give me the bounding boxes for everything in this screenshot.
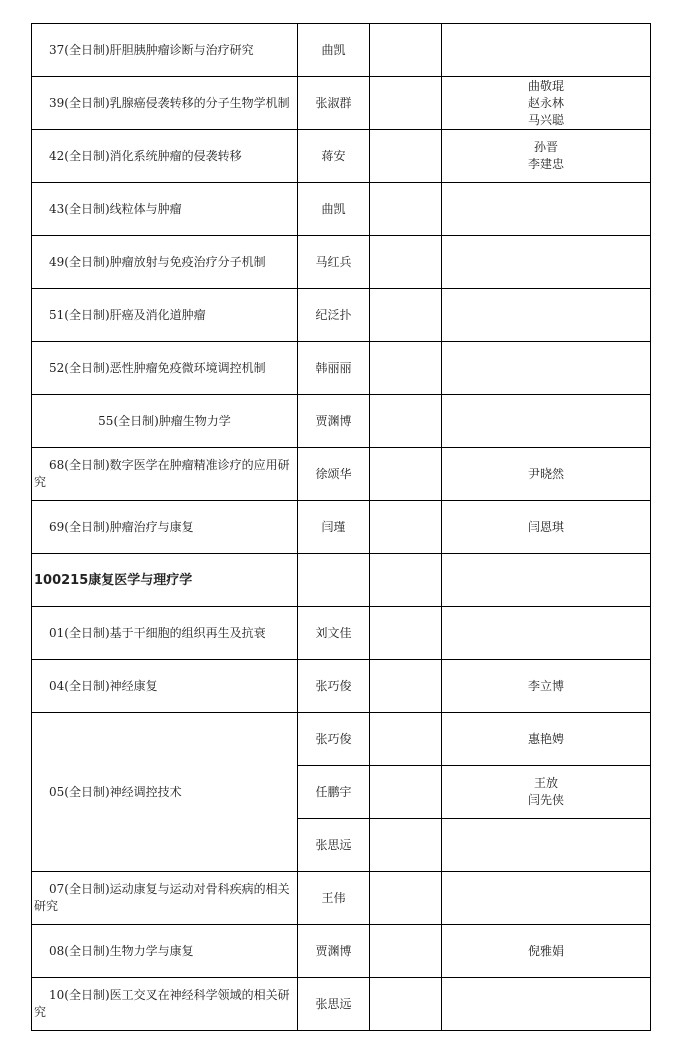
empty-cell	[370, 77, 442, 130]
co-supervisor-cell	[442, 660, 651, 713]
table-row	[32, 660, 651, 713]
supervisor-cell: 刘文佳	[298, 607, 370, 660]
table-row	[32, 607, 651, 660]
direction-cell: 69(全日制)肿瘤治疗与康复	[32, 501, 298, 554]
empty-cell	[370, 872, 442, 925]
co-supervisor-name: 孙晋	[533, 140, 558, 154]
empty-cell	[370, 342, 442, 395]
supervisor-cell: 徐颂华	[298, 448, 370, 501]
empty-cell	[370, 713, 442, 766]
table-row	[32, 342, 651, 395]
table-row	[32, 289, 651, 342]
table-row	[32, 395, 651, 448]
empty-cell	[298, 554, 370, 607]
co-supervisor-cell	[442, 766, 651, 819]
co-supervisor-name: 马兴聪	[527, 112, 564, 127]
supervisor-table	[31, 23, 651, 1031]
direction-cell: 05(全日制)神经调控技术	[32, 713, 298, 872]
empty-cell	[442, 554, 651, 607]
table-row	[32, 872, 651, 925]
co-supervisor-cell	[442, 978, 651, 1031]
supervisor-cell: 贾渊博	[298, 395, 370, 448]
co-supervisor-name: 李建忠	[527, 157, 564, 171]
supervisor-cell: 韩丽丽	[298, 342, 370, 395]
empty-cell	[370, 448, 442, 501]
co-supervisor-cell	[442, 448, 651, 501]
supervisor-cell: 贾渊博	[298, 925, 370, 978]
supervisor-cell: 张淑群	[298, 77, 370, 130]
empty-cell	[370, 925, 442, 978]
table-row	[32, 501, 651, 554]
direction-cell: 55(全日制)肿瘤生物力学	[32, 395, 298, 448]
co-supervisor-name: 尹晓然	[527, 466, 564, 481]
supervisor-cell: 蒋安	[298, 130, 370, 183]
table-row	[32, 130, 651, 183]
co-supervisor-name: 曲敬琨	[527, 78, 564, 93]
empty-cell	[370, 607, 442, 660]
table-row	[32, 183, 651, 236]
co-supervisor-name: 李立博	[527, 678, 564, 693]
supervisor-cell: 曲凯	[298, 183, 370, 236]
co-supervisor-cell	[442, 183, 651, 236]
empty-cell	[370, 819, 442, 872]
supervisor-cell: 王伟	[298, 872, 370, 925]
direction-cell: 01(全日制)基于干细胞的组织再生及抗衰	[32, 607, 298, 660]
co-supervisor-cell	[442, 607, 651, 660]
empty-cell	[370, 501, 442, 554]
co-supervisor-name: 赵永林	[527, 95, 564, 110]
co-supervisor-cell	[442, 872, 651, 925]
table-row	[32, 713, 651, 766]
direction-cell: 37(全日制)肝胆胰肿瘤诊断与治疗研究	[32, 24, 298, 77]
supervisor-cell: 张巧俊	[298, 713, 370, 766]
supervisor-cell: 纪泛扑	[298, 289, 370, 342]
empty-cell	[370, 24, 442, 77]
section-row	[32, 554, 651, 607]
co-supervisor-cell	[442, 713, 651, 766]
co-supervisor-cell	[442, 77, 651, 130]
empty-cell	[370, 236, 442, 289]
empty-cell	[370, 978, 442, 1031]
co-supervisor-name: 惠艳娉	[527, 731, 564, 746]
table-row	[32, 77, 651, 130]
empty-cell	[370, 289, 442, 342]
direction-cell: 42(全日制)消化系统肿瘤的侵袭转移	[32, 130, 298, 183]
co-supervisor-cell	[442, 501, 651, 554]
supervisor-cell: 马红兵	[298, 236, 370, 289]
co-supervisor-name: 倪雅娟	[527, 943, 564, 958]
direction-cell: 10(全日制)医工交叉在神经科学领域的相关研究	[32, 978, 298, 1031]
supervisor-cell: 张思远	[298, 819, 370, 872]
co-supervisor-cell	[442, 925, 651, 978]
supervisor-cell: 张思远	[298, 978, 370, 1031]
table-row	[32, 448, 651, 501]
co-supervisor-cell	[442, 395, 651, 448]
table-row	[32, 978, 651, 1031]
direction-cell: 52(全日制)恶性肿瘤免疫微环境调控机制	[32, 342, 298, 395]
empty-cell	[370, 554, 442, 607]
supervisor-cell: 曲凯	[298, 24, 370, 77]
co-supervisor-name: 闫先侠	[527, 793, 564, 807]
empty-cell	[370, 130, 442, 183]
empty-cell	[370, 766, 442, 819]
co-supervisor-cell	[442, 130, 651, 183]
co-supervisor-cell	[442, 342, 651, 395]
co-supervisor-name: 王放	[533, 776, 558, 790]
empty-cell	[370, 395, 442, 448]
direction-cell: 51(全日制)肝癌及消化道肿瘤	[32, 289, 298, 342]
table-row	[32, 236, 651, 289]
co-supervisor-cell	[442, 819, 651, 872]
table-row	[32, 925, 651, 978]
empty-cell	[370, 660, 442, 713]
co-supervisor-cell	[442, 289, 651, 342]
co-supervisor-cell	[442, 24, 651, 77]
table-row	[32, 24, 651, 77]
direction-cell: 39(全日制)乳腺癌侵袭转移的分子生物学机制	[32, 77, 298, 130]
direction-cell: 07(全日制)运动康复与运动对骨科疾病的相关研究	[32, 872, 298, 925]
direction-cell: 43(全日制)线粒体与肿瘤	[32, 183, 298, 236]
empty-cell	[370, 183, 442, 236]
direction-cell: 68(全日制)数字医学在肿瘤精准诊疗的应用研究	[32, 448, 298, 501]
direction-cell: 04(全日制)神经康复	[32, 660, 298, 713]
direction-cell: 49(全日制)肿瘤放射与免疫治疗分子机制	[32, 236, 298, 289]
supervisor-cell: 闫瑾	[298, 501, 370, 554]
section-heading: 100215康复医学与理疗学	[32, 554, 298, 607]
supervisor-cell: 任鹏宇	[298, 766, 370, 819]
co-supervisor-cell	[442, 236, 651, 289]
supervisor-cell: 张巧俊	[298, 660, 370, 713]
direction-cell: 08(全日制)生物力学与康复	[32, 925, 298, 978]
co-supervisor-name: 闫恩琪	[527, 519, 564, 534]
